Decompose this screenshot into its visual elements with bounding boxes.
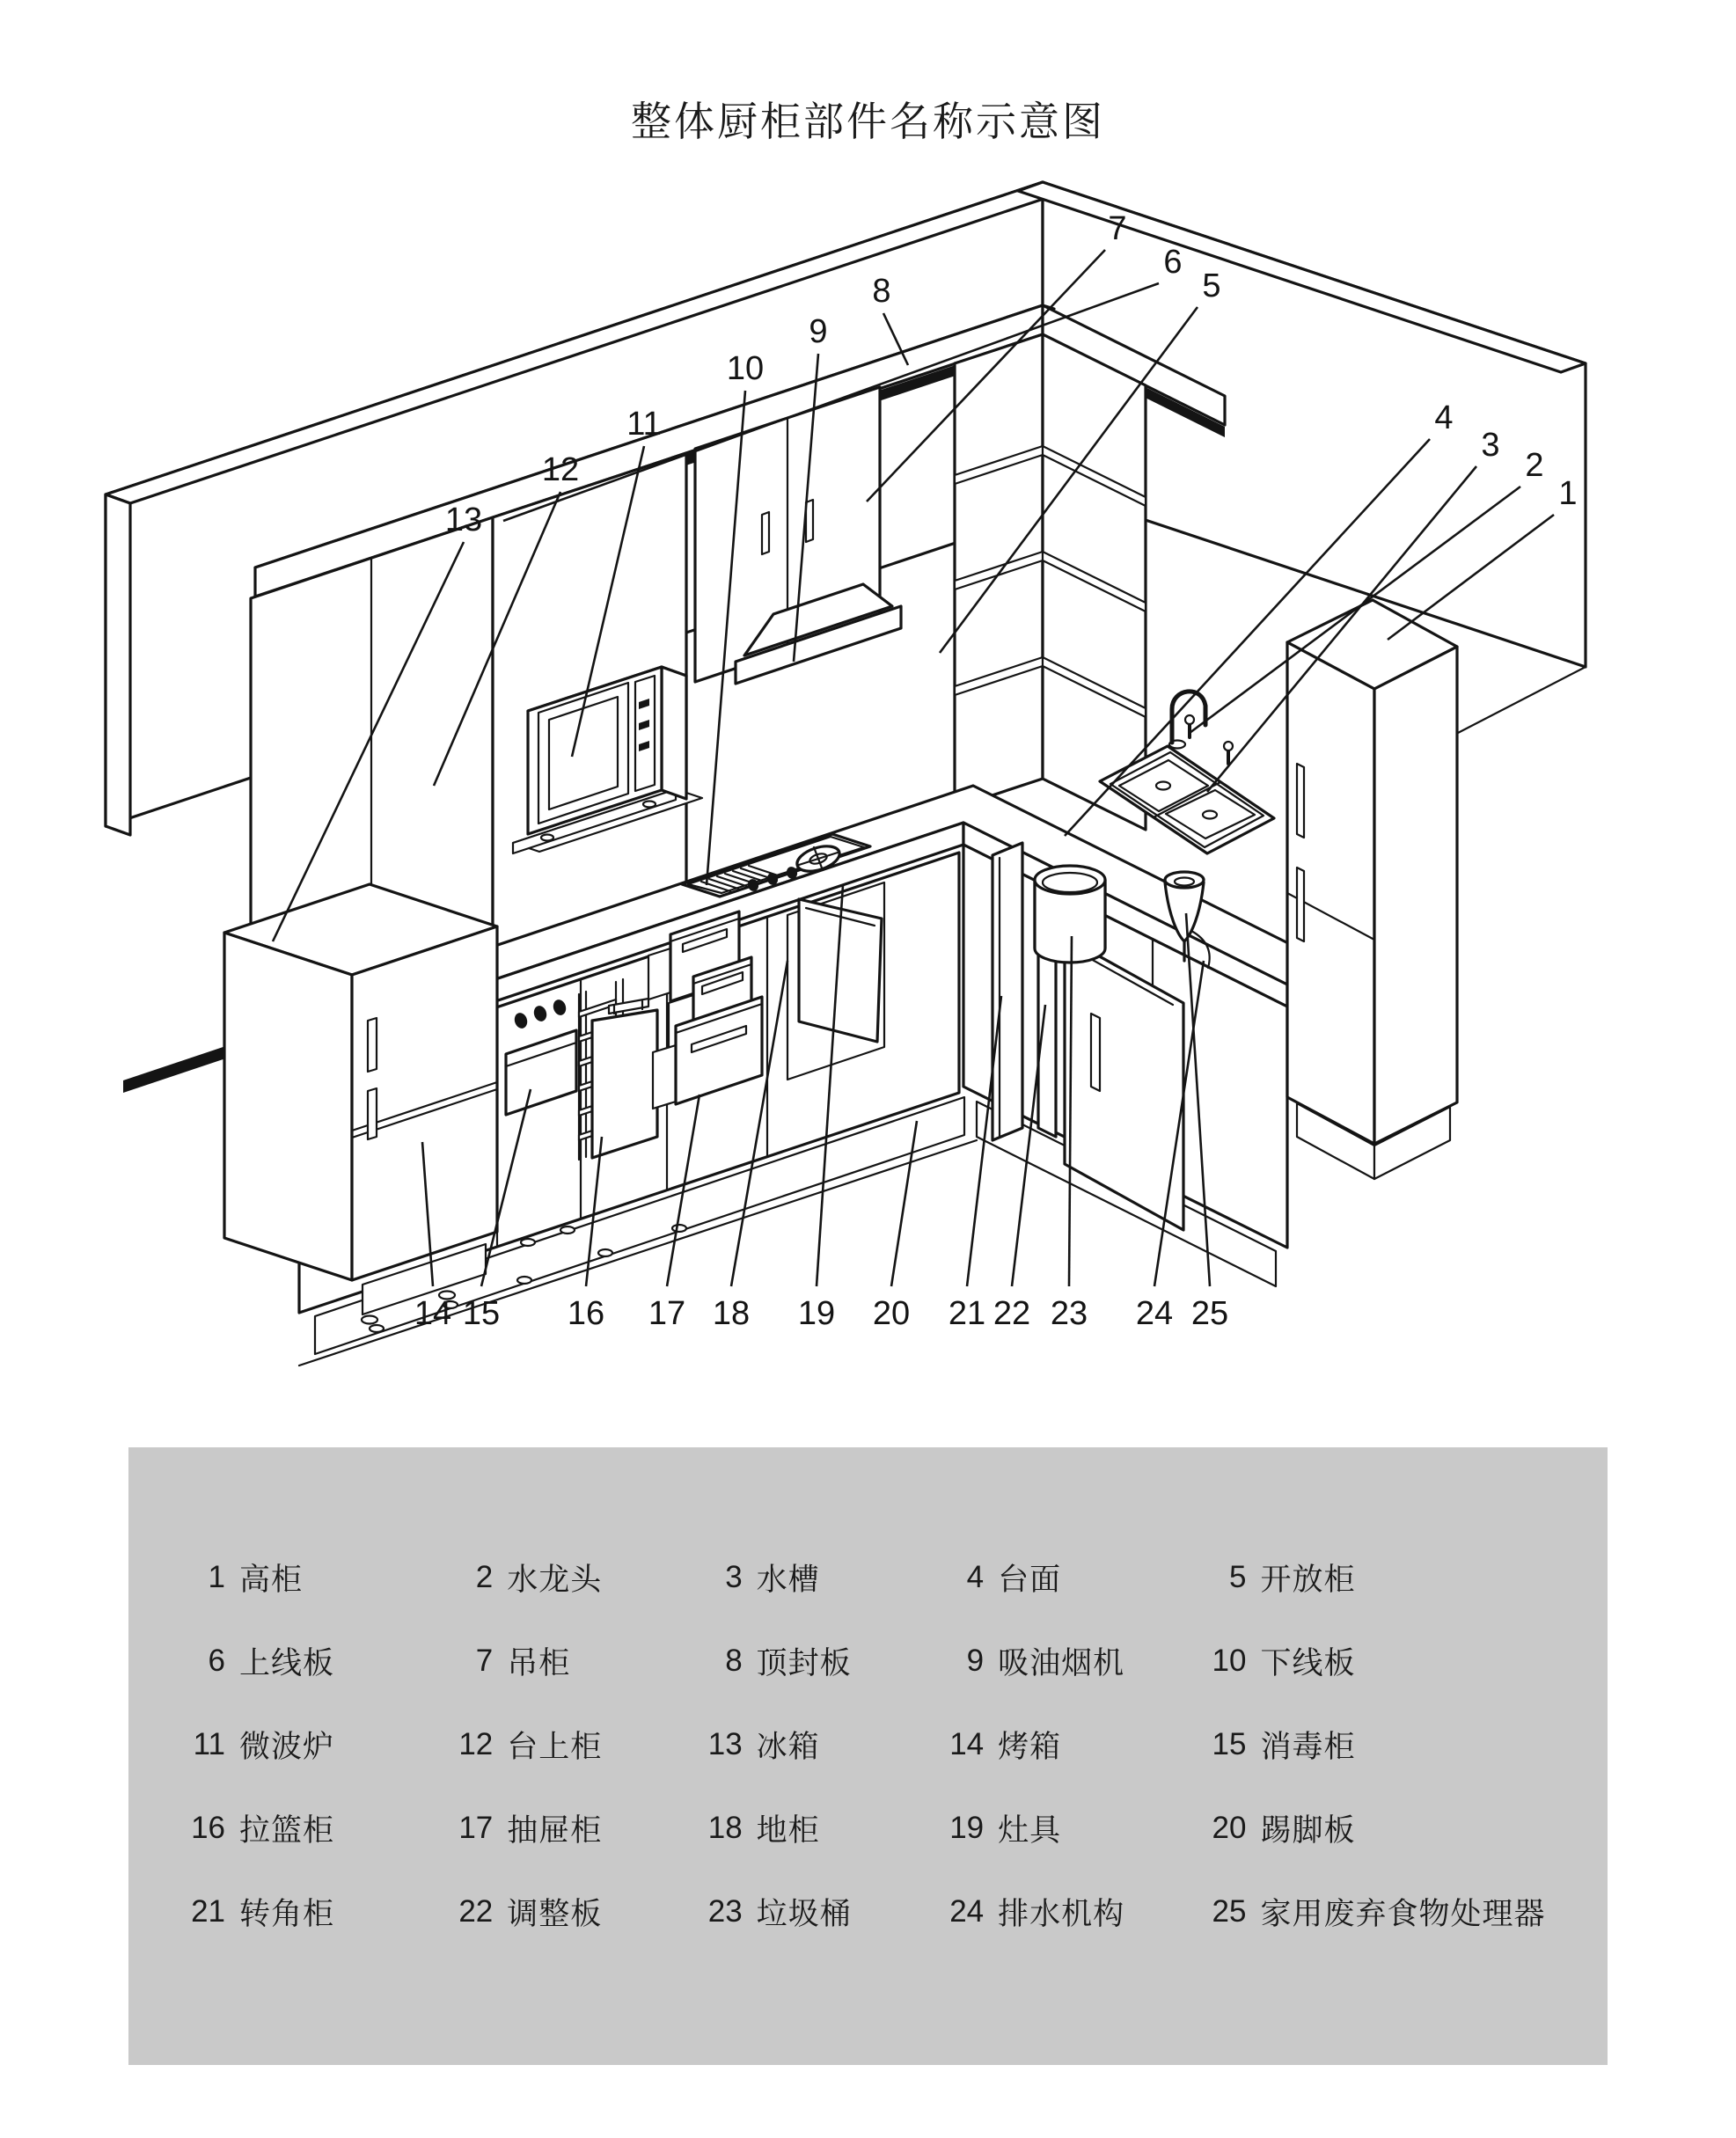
tall-cabinet bbox=[1287, 600, 1457, 1179]
legend-item-number: 14 bbox=[949, 1726, 985, 1761]
legend-item-name: 开放柜 bbox=[1260, 1562, 1356, 1597]
legend-item-23 bbox=[697, 1870, 938, 1953]
legend-item-name: 吸油烟机 bbox=[998, 1645, 1125, 1680]
legend-item-name: 水龙头 bbox=[507, 1562, 603, 1597]
legend-item-name: 上线板 bbox=[239, 1645, 335, 1680]
legend-item-name: 排水机构 bbox=[998, 1896, 1125, 1931]
legend-item-14 bbox=[938, 1702, 1200, 1786]
legend-item-number: 4 bbox=[966, 1559, 985, 1594]
legend-item-13 bbox=[697, 1702, 938, 1786]
legend-item-number: 1 bbox=[208, 1559, 225, 1594]
legend-item-15 bbox=[1200, 1702, 1581, 1786]
callout-number-2: 2 bbox=[1525, 447, 1544, 485]
legend-item-number: 21 bbox=[191, 1893, 225, 1929]
legend-item-number: 8 bbox=[725, 1643, 743, 1678]
callout-number-17: 17 bbox=[648, 1295, 686, 1333]
legend-item-4 bbox=[938, 1535, 1200, 1619]
legend-item-21 bbox=[179, 1870, 447, 1953]
legend-item-10 bbox=[1200, 1619, 1581, 1702]
legend-item-12 bbox=[447, 1702, 696, 1786]
legend-item-number: 10 bbox=[1212, 1643, 1247, 1678]
legend-item-24 bbox=[938, 1870, 1200, 1953]
legend-item-number: 25 bbox=[1212, 1893, 1247, 1929]
legend-item-name: 地柜 bbox=[756, 1812, 820, 1848]
legend-item-name: 调整板 bbox=[507, 1896, 603, 1931]
callout-number-23: 23 bbox=[1050, 1295, 1088, 1333]
legend-item-number: 15 bbox=[1212, 1726, 1247, 1761]
callout-number-11: 11 bbox=[626, 406, 662, 443]
legend-item-name: 消毒柜 bbox=[1260, 1729, 1356, 1764]
callout-number-4: 4 bbox=[1434, 399, 1454, 437]
callout-number-3: 3 bbox=[1481, 427, 1500, 465]
legend-grid bbox=[128, 1447, 1608, 1953]
legend-item-name: 吊柜 bbox=[507, 1645, 571, 1680]
callout-number-18: 18 bbox=[712, 1295, 751, 1333]
legend-item-name: 顶封板 bbox=[756, 1645, 852, 1680]
legend-item-6 bbox=[179, 1619, 447, 1702]
legend-item-19 bbox=[938, 1786, 1200, 1870]
legend-item-name: 高柜 bbox=[239, 1562, 304, 1597]
legend-item-number: 7 bbox=[475, 1643, 494, 1678]
legend-item-number: 20 bbox=[1212, 1810, 1247, 1845]
legend-item-9 bbox=[938, 1619, 1200, 1702]
callout-number-9: 9 bbox=[809, 313, 828, 351]
legend-item-number: 12 bbox=[458, 1726, 494, 1761]
legend-item-name: 家用废弃食物处理器 bbox=[1260, 1896, 1546, 1931]
callout-number-5: 5 bbox=[1202, 267, 1221, 305]
trash-bin bbox=[1035, 866, 1105, 963]
legend-item-3 bbox=[697, 1535, 938, 1619]
legend-item-name: 灶具 bbox=[998, 1812, 1062, 1848]
legend-panel bbox=[128, 1447, 1608, 2065]
diagram-title: 整体厨柜部件名称示意图 bbox=[631, 99, 1105, 144]
legend-item-number: 22 bbox=[458, 1893, 494, 1929]
legend-item-name: 台面 bbox=[998, 1562, 1062, 1597]
legend-item-number: 16 bbox=[191, 1810, 225, 1845]
legend-item-name: 拉篮柜 bbox=[239, 1812, 335, 1848]
legend-item-number: 17 bbox=[458, 1810, 494, 1845]
legend-item-number: 3 bbox=[725, 1559, 743, 1594]
legend-item-number: 9 bbox=[966, 1643, 985, 1678]
callout-number-22: 22 bbox=[993, 1295, 1031, 1333]
legend-item-number: 5 bbox=[1228, 1559, 1247, 1594]
callout-number-20: 20 bbox=[872, 1295, 911, 1333]
callout-number-21: 21 bbox=[948, 1295, 986, 1333]
legend-item-number: 23 bbox=[707, 1893, 743, 1929]
legend-item-22 bbox=[447, 1870, 696, 1953]
callout-number-13: 13 bbox=[444, 502, 483, 539]
legend-item-8 bbox=[697, 1619, 938, 1702]
legend-item-name: 抽屉柜 bbox=[507, 1812, 603, 1848]
legend-item-2 bbox=[447, 1535, 696, 1619]
open-shelf-cabinet bbox=[955, 334, 1146, 830]
legend-item-number: 13 bbox=[707, 1726, 743, 1761]
callout-number-16: 16 bbox=[567, 1295, 605, 1333]
callout-number-19: 19 bbox=[797, 1295, 836, 1333]
legend-item-number: 19 bbox=[949, 1810, 985, 1845]
legend-item-number: 18 bbox=[707, 1810, 743, 1845]
legend-item-7 bbox=[447, 1619, 696, 1702]
legend-item-number: 2 bbox=[475, 1559, 494, 1594]
callout-number-1: 1 bbox=[1558, 475, 1578, 513]
legend-item-name: 踢脚板 bbox=[1260, 1812, 1356, 1848]
legend-item-1 bbox=[179, 1535, 447, 1619]
legend-item-name: 水槽 bbox=[756, 1562, 820, 1597]
callout-number-24: 24 bbox=[1135, 1295, 1174, 1333]
legend-item-name: 垃圾桶 bbox=[756, 1896, 852, 1931]
callout-number-8: 8 bbox=[872, 273, 891, 311]
legend-item-name: 冰箱 bbox=[756, 1729, 820, 1764]
legend-item-11 bbox=[179, 1702, 447, 1786]
legend-item-name: 下线板 bbox=[1260, 1645, 1356, 1680]
legend-item-20 bbox=[1200, 1786, 1581, 1870]
callout-number-25: 25 bbox=[1190, 1295, 1229, 1333]
callout-number-14: 14 bbox=[414, 1295, 452, 1333]
legend-item-number: 6 bbox=[208, 1643, 225, 1678]
legend-item-17 bbox=[447, 1786, 696, 1870]
legend-item-name: 台上柜 bbox=[507, 1729, 603, 1764]
legend-item-name: 转角柜 bbox=[239, 1896, 335, 1931]
legend-item-number: 11 bbox=[193, 1726, 225, 1761]
legend-item-18 bbox=[697, 1786, 938, 1870]
corner-cabinet bbox=[993, 843, 1022, 1140]
callout-number-15: 15 bbox=[462, 1295, 501, 1333]
legend-item-16 bbox=[179, 1786, 447, 1870]
legend-item-25 bbox=[1200, 1870, 1581, 1953]
callout-number-12: 12 bbox=[541, 451, 580, 489]
callout-number-10: 10 bbox=[726, 350, 765, 388]
callout-number-6: 6 bbox=[1163, 244, 1183, 282]
legend-item-name: 烤箱 bbox=[998, 1729, 1062, 1764]
legend-item-5 bbox=[1200, 1535, 1581, 1619]
callout-number-7: 7 bbox=[1108, 210, 1127, 248]
legend-item-number: 24 bbox=[949, 1893, 985, 1929]
legend-item-name: 微波炉 bbox=[239, 1729, 335, 1764]
